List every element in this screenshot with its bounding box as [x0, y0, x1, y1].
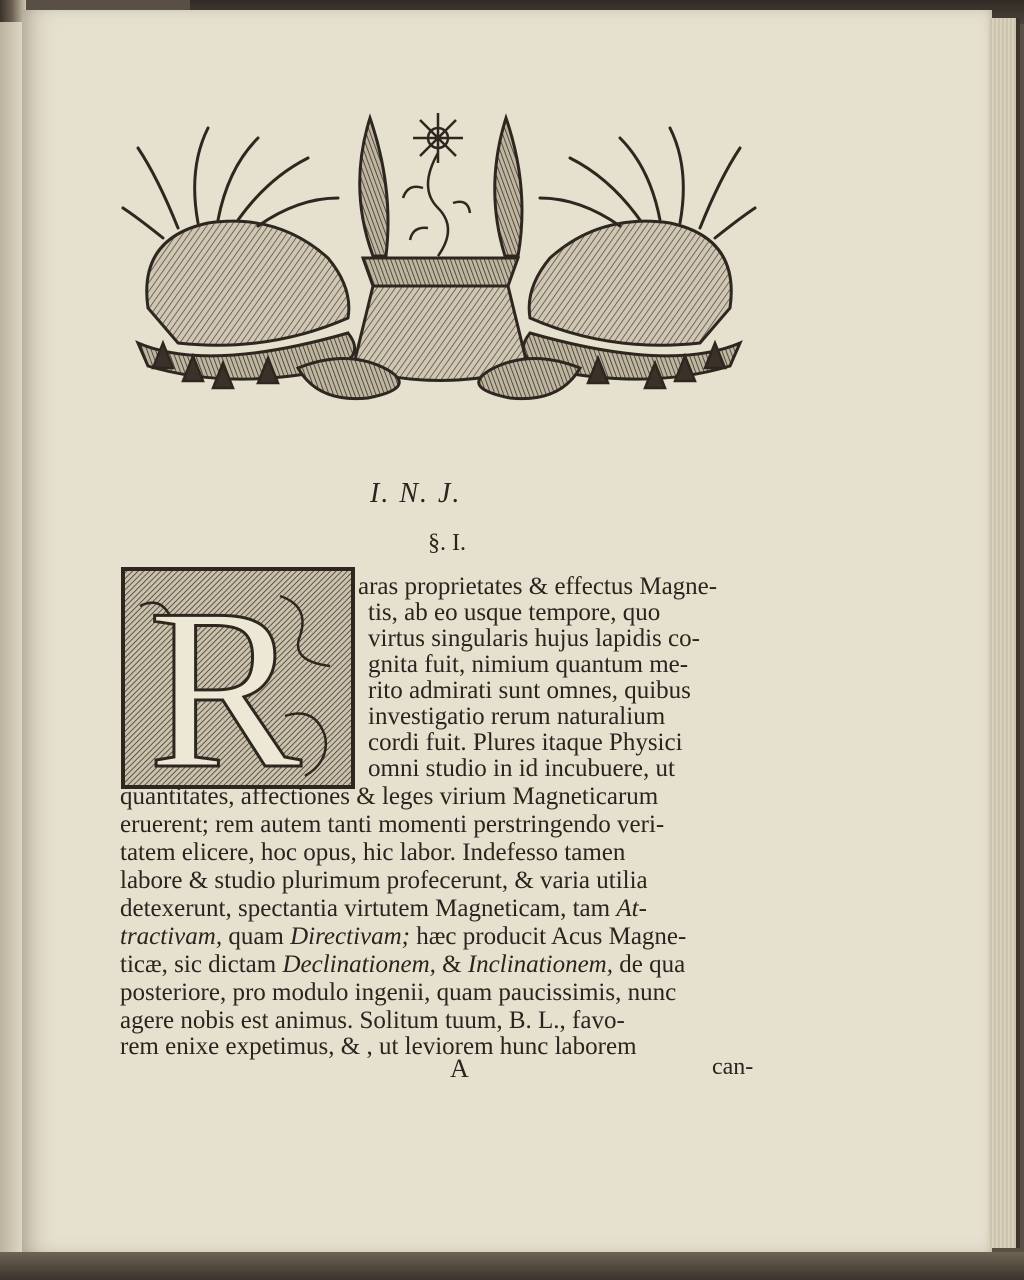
- page-stack-edges: [988, 18, 1020, 1248]
- body-line-9: quantitates, affectiones & leges virium Magneticarum: [120, 783, 659, 810]
- invocation-initials: I. N. J.: [370, 478, 462, 509]
- body-line-1: aras proprietates & effectus Magne-: [358, 573, 718, 600]
- italic-attractivam-start: At-: [616, 895, 647, 922]
- italic-declinationem: Declinationem,: [282, 951, 436, 978]
- italic-attractivam-end: tractivam,: [120, 923, 223, 950]
- body-line-17: agere nobis est animus. Solitum tuum, B. L., favo-: [120, 1007, 625, 1034]
- body-line-5: rito admirati sunt omnes, quibus: [368, 677, 691, 704]
- italic-inclinationem: Inclinationem,: [467, 951, 613, 978]
- body-line-16: posteriore, pro modulo ingenii, quam paucissimis, nunc: [120, 979, 677, 1006]
- body-line-2: tis, ab eo usque tempore, quo: [368, 599, 661, 626]
- signature-mark: A: [450, 1054, 469, 1083]
- body-line-4: gnita fuit, nimium quantum me-: [368, 651, 689, 678]
- body-line-6: investigatio rerum naturalium: [368, 703, 666, 730]
- body-line-7: cordi fuit. Plures itaque Physici: [368, 729, 683, 756]
- body-line-15: ticæ, sic dictam Declinationem, & Inclinationem, de qua: [120, 951, 686, 978]
- body-line-11: tatem elicere, hoc opus, hic labor. Indefesso tamen: [120, 839, 626, 866]
- body-line-14: tractivam, quam Directivam; hæc producit Acus Magne-: [120, 923, 687, 950]
- body-line-13: [120, 894, 647, 924]
- decorated-dropcap-R: [120, 566, 356, 790]
- body-line-13-text: detexerunt, spectantia virtutem Magneticam, tam: [120, 895, 611, 922]
- book-bottom-shadow: [0, 1252, 1024, 1280]
- body-line-8: omni studio in id incubuere, ut: [368, 755, 675, 782]
- body-line-18: rem enixe expetimus, & , ut leviorem hunc laborem: [120, 1033, 637, 1060]
- body-line-12: labore & studio plurimum profecerunt, & varia utilia: [120, 867, 648, 894]
- italic-directivam: Directivam;: [290, 923, 410, 950]
- body-line-3: virtus singularis hujus lapidis co-: [368, 625, 700, 652]
- woodcut-headpiece-ornament: [118, 108, 760, 408]
- section-mark: §. I.: [428, 530, 466, 556]
- body-line-10: eruerent; rem autem tanti momenti perstringendo veri-: [120, 811, 665, 838]
- dropcap-letter: R: [148, 566, 302, 790]
- catchword: can-: [712, 1054, 754, 1080]
